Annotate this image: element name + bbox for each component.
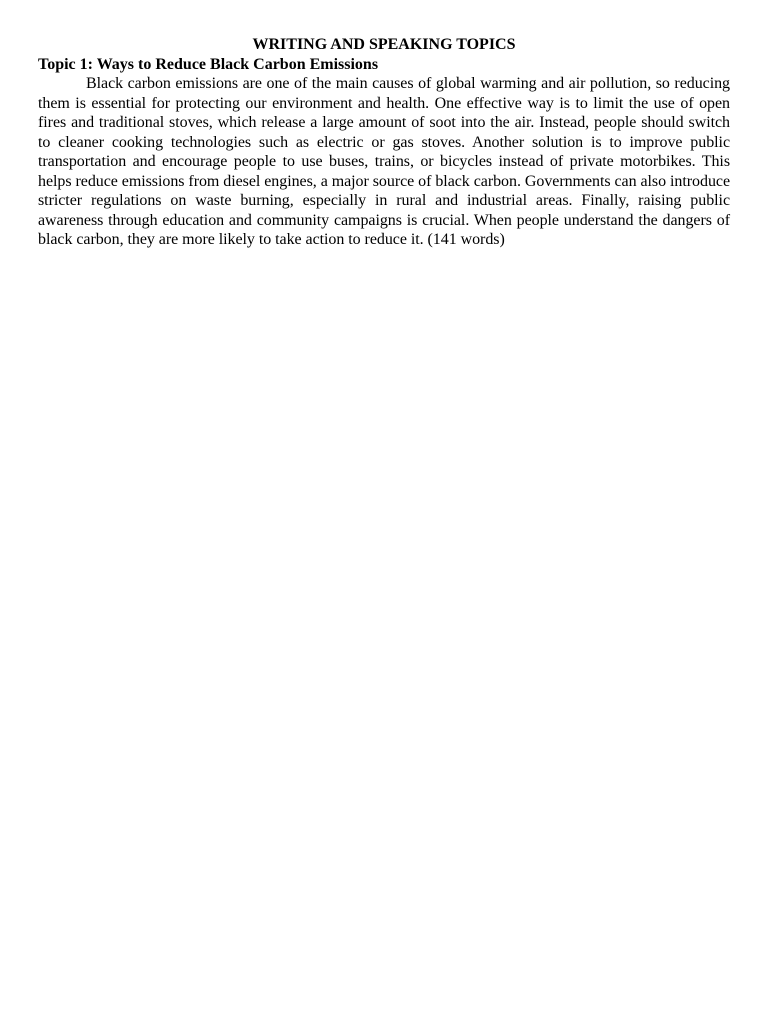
- body-paragraph: Black carbon emissions are one of the main causes of global warming and air pollution, so reducing them is essential for protecting our environment and health. One effective way is to limit the use of open fires and traditional stoves, which release a large amount of soot into the air. Instead, people should switch to cleaner cooking technologies such as electric or gas stoves. Another solution is to improve public transportation and encourage people to use buses, trains, or bicycles instead of private motorbikes. This helps reduce emissions from diesel engines, a major source of black carbon. Governments can also introduce stricter regulations on waste burning, especially in rural and industrial areas. Finally, raising public awareness through education and community campaigns is crucial. When people understand the dangers of black carbon, they are more likely to take action to reduce it. (141 words): [38, 75, 730, 248]
- document-page: [38, 35, 730, 250]
- topic-heading: Topic 1: Ways to Reduce Black Carbon Emissions: [38, 56, 379, 73]
- document-title: WRITING AND SPEAKING TOPICS: [252, 36, 516, 53]
